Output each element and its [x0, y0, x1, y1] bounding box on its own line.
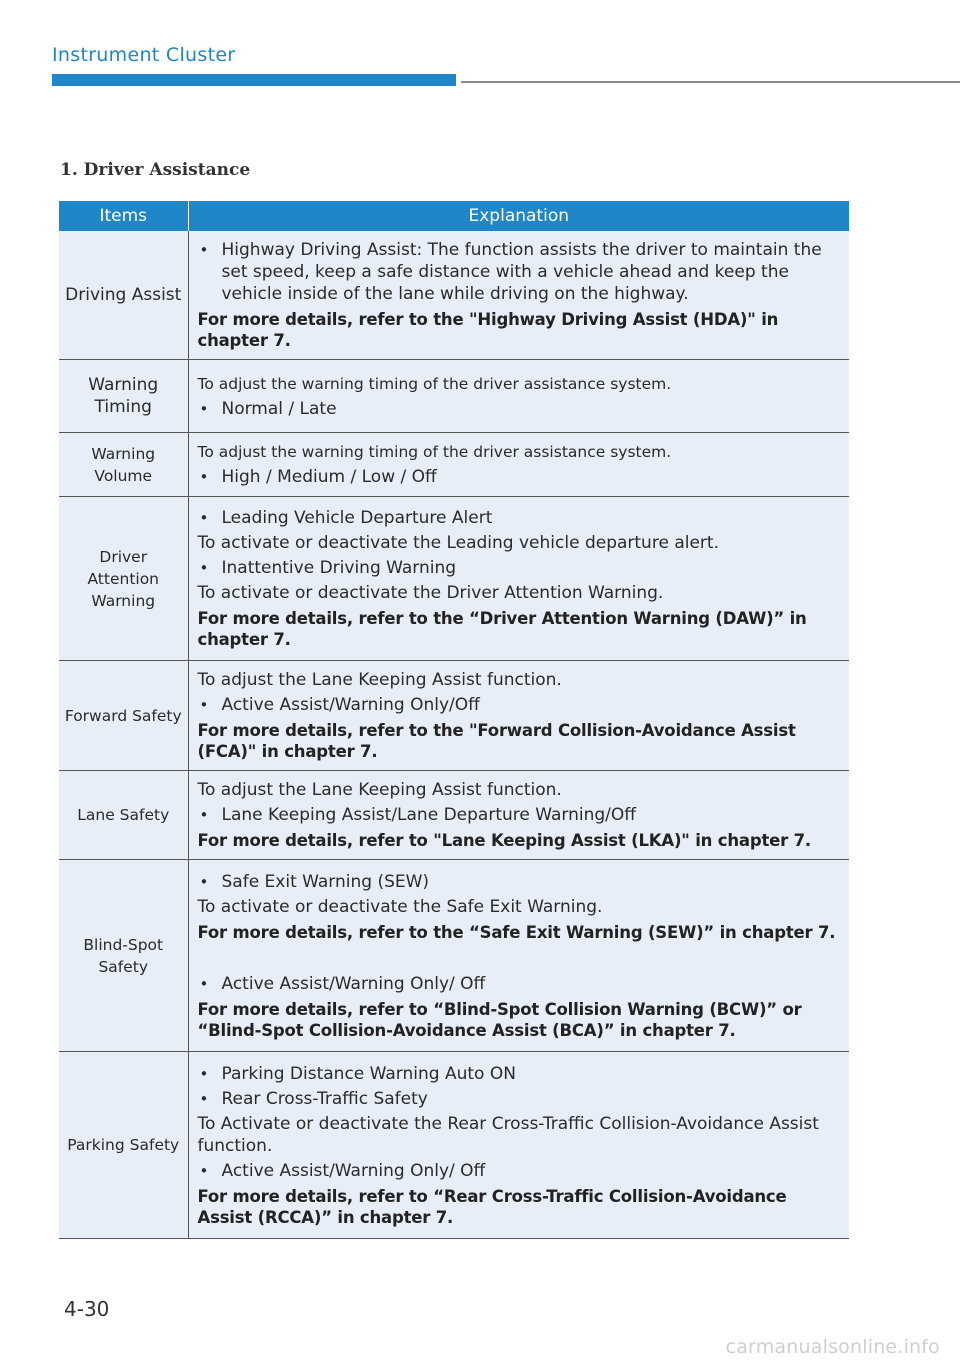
bullet-text: Safe Exit Warning (SEW) — [221, 871, 430, 892]
bullet-icon: • — [199, 1064, 209, 1083]
item-name: Parking Safety — [59, 1052, 188, 1239]
bullet-item — [198, 1088, 844, 1110]
bullet-item — [198, 557, 844, 579]
header-title: Instrument Cluster — [52, 44, 236, 66]
description-text: To activate or deactivate the Leading vehicle departure alert. — [197, 533, 719, 553]
watermark: carmanualsonline.info — [725, 1336, 940, 1358]
driver-assistance-table — [59, 201, 849, 1239]
bullet-icon: • — [199, 1161, 209, 1180]
reference-note: For more details, refer to the "Highway Driving Assist (HDA)" in chapter 7. — [197, 310, 779, 350]
bullet-text: Lane Keeping Assist/Lane Departure Warning/Off — [221, 805, 636, 825]
section-title: 1. Driver Assistance — [60, 160, 251, 180]
item-name: Lane Safety — [59, 771, 188, 860]
reference-note: For more details, refer to "Lane Keeping Assist (LKA)" in chapter 7. — [197, 831, 811, 850]
column-header-explanation: Explanation — [188, 201, 849, 231]
bullet-item — [198, 973, 844, 995]
table-row — [59, 860, 849, 1052]
item-explanation — [188, 661, 849, 771]
item-explanation — [188, 360, 849, 433]
bullet-text: Inattentive Driving Warning — [221, 558, 457, 578]
bullet-text: Parking Distance Warning Auto ON — [221, 1063, 516, 1084]
description-text: To adjust the Lane Keeping Assist function. — [197, 670, 562, 690]
bullet-item — [198, 466, 844, 488]
bullet-item — [198, 1063, 844, 1085]
page-number: 4-30 — [64, 1297, 110, 1321]
item-explanation — [188, 497, 849, 661]
bullet-item — [198, 239, 844, 305]
bullet-text: Leading Vehicle Departure Alert — [221, 508, 493, 528]
bullet-icon: • — [199, 241, 209, 259]
item-name: Blind-Spot Safety — [59, 860, 188, 1052]
column-header-items: Items — [59, 201, 188, 231]
bullet-icon: • — [199, 872, 209, 891]
bullet-item — [198, 1160, 844, 1182]
bullet-item — [198, 804, 844, 826]
spacer — [198, 946, 844, 970]
bullet-icon: • — [199, 509, 209, 527]
reference-note: For more details, refer to the “Driver Attention Warning (DAW)” in chapter 7. — [197, 609, 807, 649]
item-explanation — [188, 771, 849, 860]
bullet-icon: • — [199, 806, 209, 824]
table-row — [59, 231, 849, 360]
table-row — [59, 771, 849, 860]
description-text: To activate or deactivate the Driver Attention Warning. — [197, 583, 664, 603]
bullet-item — [198, 694, 844, 716]
item-name: Driver Attention Warning — [59, 497, 188, 661]
bullet-text: Rear Cross-Traffic Safety — [221, 1088, 428, 1109]
item-explanation — [188, 1052, 849, 1239]
bullet-icon: • — [199, 399, 209, 418]
reference-note: For more details, refer to “Blind-Spot Collision Warning (BCW)” or “Blind-Spot Collision-Avoidance Assist (BCA)” in chapter 7. — [197, 999, 802, 1040]
table-row — [59, 497, 849, 661]
table-row — [59, 661, 849, 771]
table-row — [59, 360, 849, 433]
bullet-text: High / Medium / Low / Off — [221, 467, 437, 487]
bullet-text: Highway Driving Assist: The function assists the driver to maintain the set speed, keep a safe distance with a vehicle ahead and keep the vehicle inside of the lane while driving on the highway. — [221, 240, 822, 304]
bullet-icon: • — [199, 696, 209, 714]
bullet-text: Normal / Late — [221, 398, 337, 419]
item-explanation — [188, 231, 849, 360]
item-name: Warning Volume — [59, 433, 188, 497]
description-text: To adjust the Lane Keeping Assist function. — [197, 780, 562, 800]
bullet-icon: • — [199, 468, 209, 486]
table-header-row — [59, 201, 849, 231]
item-name: Warning Timing — [59, 360, 188, 433]
bullet-text: Active Assist/Warning Only/ Off — [221, 1160, 486, 1181]
reference-note: For more details, refer to the “Safe Exit Warning (SEW)” in chapter 7. — [197, 922, 836, 942]
item-explanation — [188, 433, 849, 497]
bullet-icon: • — [199, 1089, 209, 1108]
bullet-item — [198, 507, 844, 529]
header-accent-bar — [52, 74, 456, 86]
table-body — [59, 231, 849, 1239]
bullet-icon: • — [199, 974, 209, 993]
item-name: Driving Assist — [59, 231, 188, 360]
item-explanation — [188, 860, 849, 1052]
bullet-item — [198, 871, 844, 893]
bullet-item — [198, 398, 844, 420]
header-rule — [461, 81, 960, 83]
bullet-text: Active Assist/Warning Only/Off — [221, 695, 480, 715]
description-text: To adjust the warning timing of the driver assistance system. — [197, 443, 672, 461]
reference-note: For more details, refer to the "Forward Collision-Avoidance Assist (FCA)" in chapter 7. — [197, 721, 796, 761]
description-text: To activate or deactivate the Safe Exit Warning. — [197, 896, 603, 917]
table-row — [59, 433, 849, 497]
bullet-text: Active Assist/Warning Only/ Off — [221, 973, 486, 994]
description-text: To adjust the warning timing of the driver assistance system. — [197, 374, 672, 393]
reference-note: For more details, refer to “Rear Cross-Traffic Collision-Avoidance Assist (RCCA)” in chapter 7. — [197, 1186, 787, 1227]
description-text: To Activate or deactivate the Rear Cross-Traffic Collision-Avoidance Assist function. — [197, 1113, 819, 1156]
bullet-icon: • — [199, 559, 209, 577]
item-name: Forward Safety — [59, 661, 188, 771]
table-row — [59, 1052, 849, 1239]
